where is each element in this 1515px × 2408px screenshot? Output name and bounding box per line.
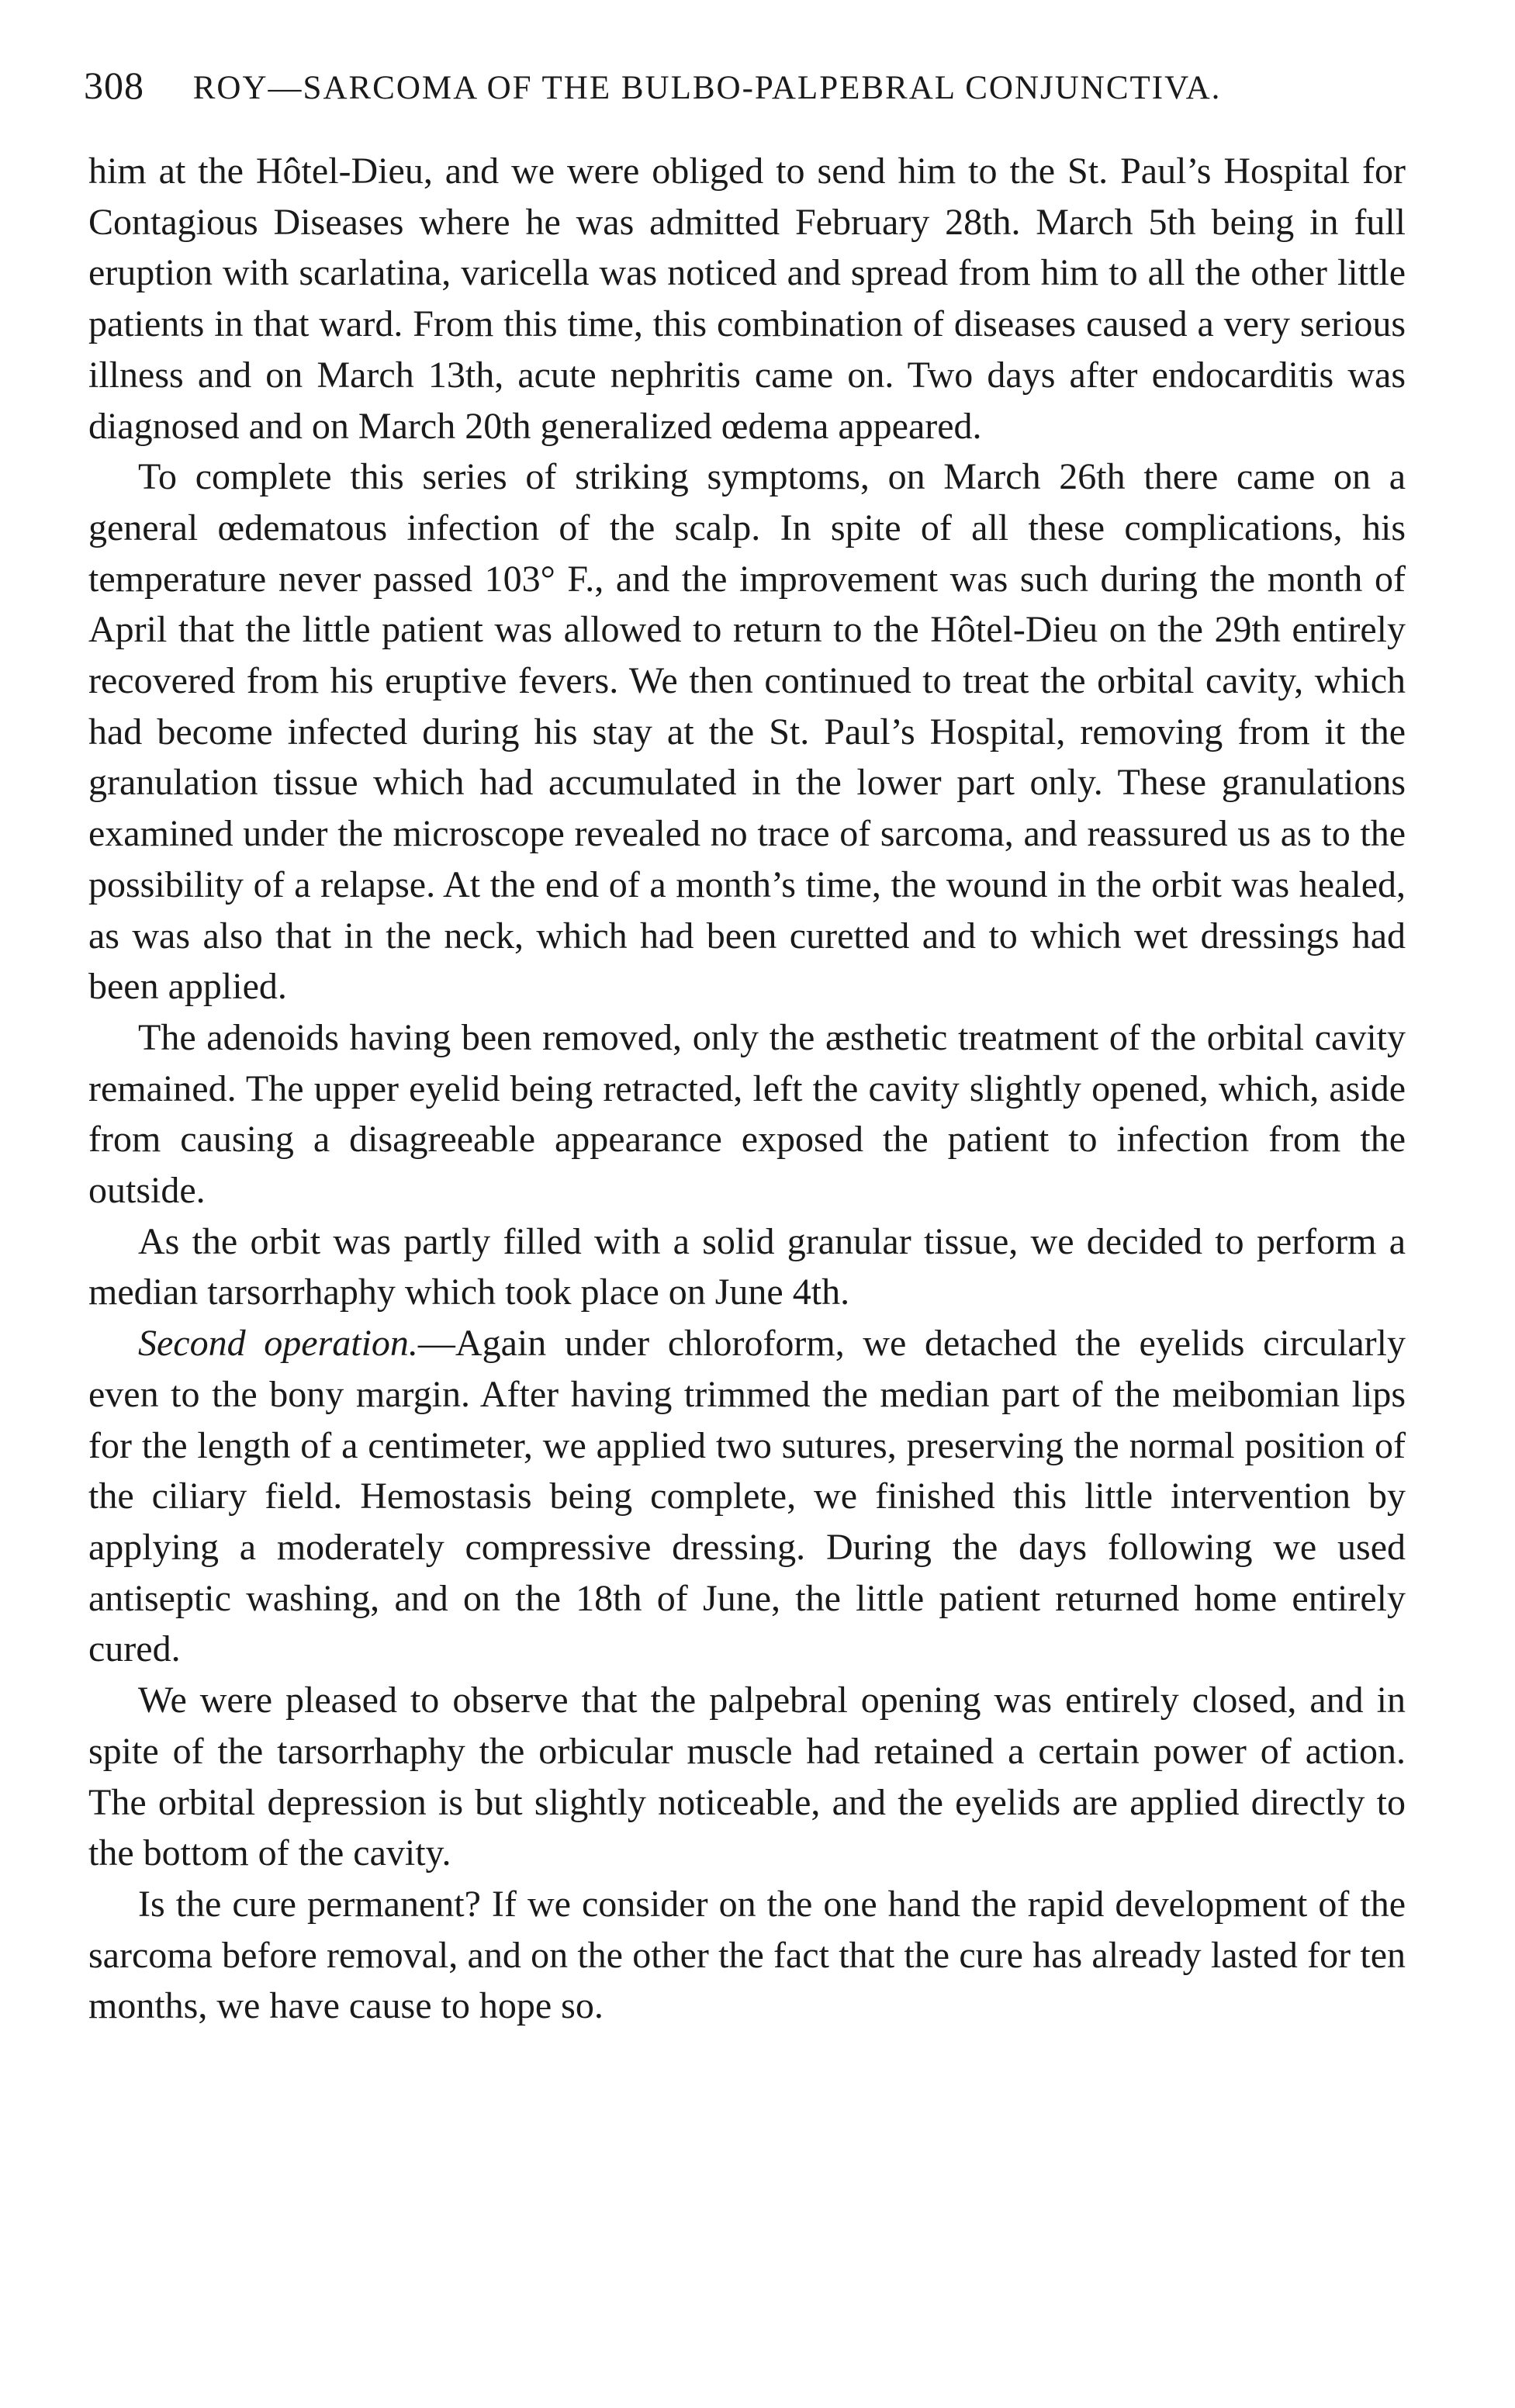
section-heading-second-operation: Second operation. — [138, 1323, 418, 1365]
paragraph-continued — [88, 146, 1406, 452]
paragraph-text: Is the cure permanent? If we consider on the one hand the rapid development of the sarcoma before removal, and on the other the fact that the cure has already lasted for ten months, we have cause to hope so. — [88, 1883, 1406, 2027]
running-head-title: ROY—SARCOMA OF THE BULBO-PALPEBRAL CONJUNCTIVA. — [192, 70, 1222, 106]
paragraph — [88, 1318, 1406, 1675]
paragraph-text: The adenoids having been removed, only the æsthetic treatment of the orbital cavity remained. The upper eyelid being retracted, left the cavity slightly opened, which, aside from causing a disagreeable appearance exposed the patient to infection from the outside. — [88, 1016, 1406, 1212]
paragraph — [88, 1012, 1406, 1216]
paragraph-text: We were pleased to observe that the palpebral opening was entirely closed, and in spite of the tarsorrhaphy the orbicular muscle had retained a certain power of action. The orbital depression is but slightly noticeable, and the eyelids are applied directly to the bottom of the cavity. — [88, 1680, 1406, 1874]
paragraph-text: To complete this series of striking symptoms, on March 26th there came on a general œdematous infection of the scalp. In spite of all these complications, his temperature never passed 103° F., and the improvement was such during the month of April that the little patient was allowed to return to the Hôtel-Dieu on the 29th entirely recovered from his eruptive fevers. We then continued to treat the orbital cavity, which had become infected during his stay at the St. Paul’s Hospital, removing from it the granulation tissue which had accumulated in the lower part only. These granulations examined under the microscope revealed no trace of sarcoma, and reassured us as to the possibility of a relapse. At the end of a month’s time, the wound in the orbit was healed, as was also that in the neck, which had been curetted and to which wet dressings had been applied. — [88, 456, 1406, 1008]
paragraph — [88, 452, 1406, 1012]
running-head — [84, 62, 1449, 112]
paragraph — [88, 1879, 1406, 2032]
paragraph-text: him at the Hôtel-Dieu, and we were obliged to send him to the St. Paul’s Hospital for Contagious Diseases where he was admitted February 28th. March 5th being in full eruption with scarlatina, varicella was noticed and spread from him to all the other little patients in that ward. From this time, this combination of diseases caused a very serious illness and on March 13th, acute nephritis came on. Two days after endocarditis was diagnosed and on March 20th generalized œdema appeared. — [88, 150, 1406, 447]
paragraph — [88, 1675, 1406, 1879]
page-number: 308 — [84, 64, 144, 107]
paragraph-text: —Again under chloroform, we detached the eyelids circularly even to the bony margin. After having trimmed the median part of the meibomian lips for the length of a centimeter, we applied two sutures, preserving the normal position of the ciliary field. Hemostasis being complete, we finished this little intervention by applying a moderately compressive dressing. During the days following we used antiseptic washing, and on the 18th of June, the little patient returned home entirely cured. — [88, 1323, 1406, 1670]
paragraph — [88, 1216, 1406, 1318]
article-body — [88, 146, 1406, 2032]
paragraph-text: As the orbit was partly filled with a solid granular tissue, we decided to perform a median tarsorrhaphy which took place on June 4th. — [88, 1220, 1406, 1313]
